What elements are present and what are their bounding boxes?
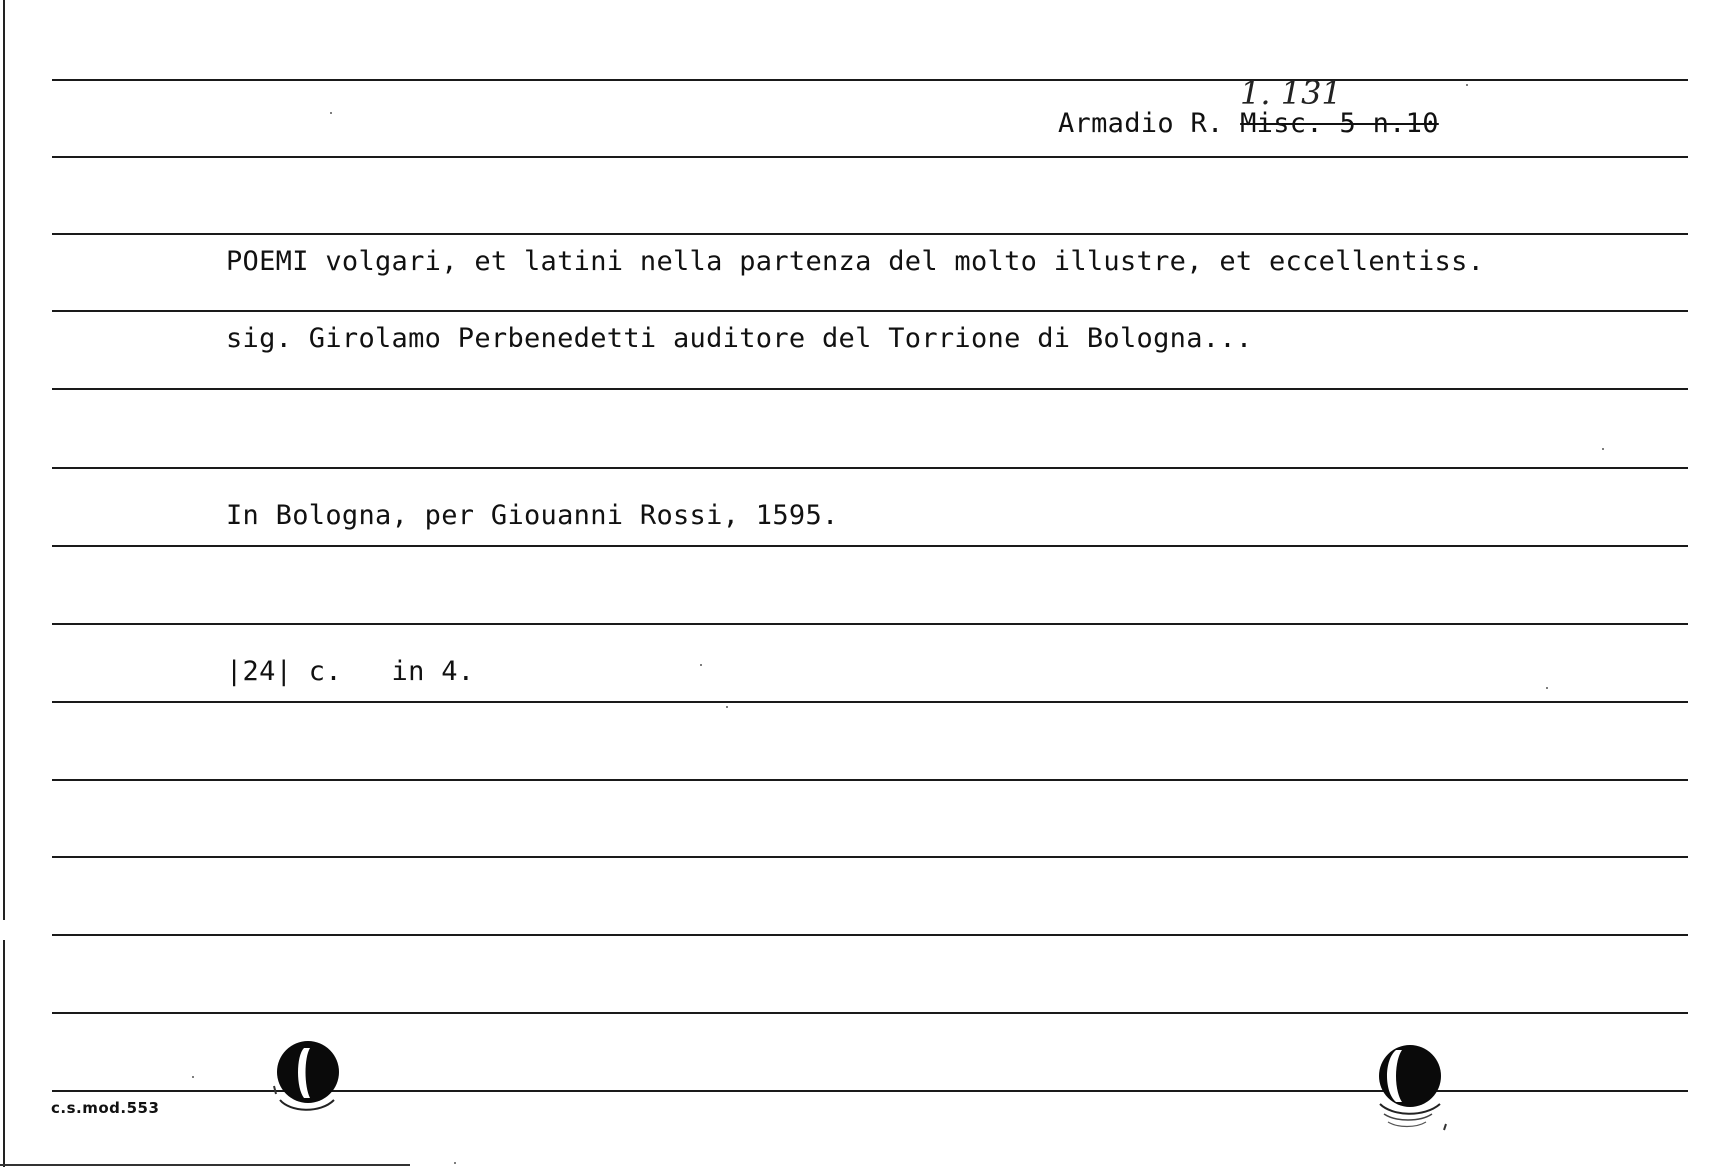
title-line-1: POEMI volgari, et latini nella partenza del molto illustre, et eccellentiss. — [226, 246, 1485, 277]
imprint-line: In Bologna, per Giouanni Rossi, 1595. — [226, 500, 839, 531]
ruled-line — [52, 156, 1688, 158]
ruled-line — [52, 545, 1688, 547]
collation-line: |24| c. in 4. — [226, 656, 475, 687]
ruled-line — [52, 623, 1688, 625]
punch-hole-left — [268, 1036, 344, 1116]
ruled-line — [52, 701, 1688, 703]
ruled-line — [52, 233, 1688, 235]
ruled-line — [52, 779, 1688, 781]
struck-shelfmark: Misc. 5 n.10 — [1240, 108, 1439, 139]
card-left-edge — [0, 0, 5, 1167]
ruled-line — [52, 467, 1688, 469]
card-bottom-edge — [0, 1164, 410, 1166]
ruled-line — [52, 934, 1688, 936]
ruled-line — [52, 388, 1688, 390]
title-line-2: sig. Girolamo Perbenedetti auditore del Torrione di Bologna... — [226, 323, 1253, 354]
ruled-line — [52, 856, 1688, 858]
form-code: c.s.mod.553 — [51, 1099, 160, 1117]
punch-hole-right — [1370, 1040, 1450, 1132]
ruled-line — [52, 1012, 1688, 1014]
handwritten-shelfmark: 1. 131 — [1240, 74, 1342, 112]
shelfmark — [1058, 108, 1439, 139]
ruled-line — [52, 310, 1688, 312]
ruled-line — [52, 79, 1688, 81]
shelfmark-prefix: Armadio R. — [1058, 108, 1224, 139]
